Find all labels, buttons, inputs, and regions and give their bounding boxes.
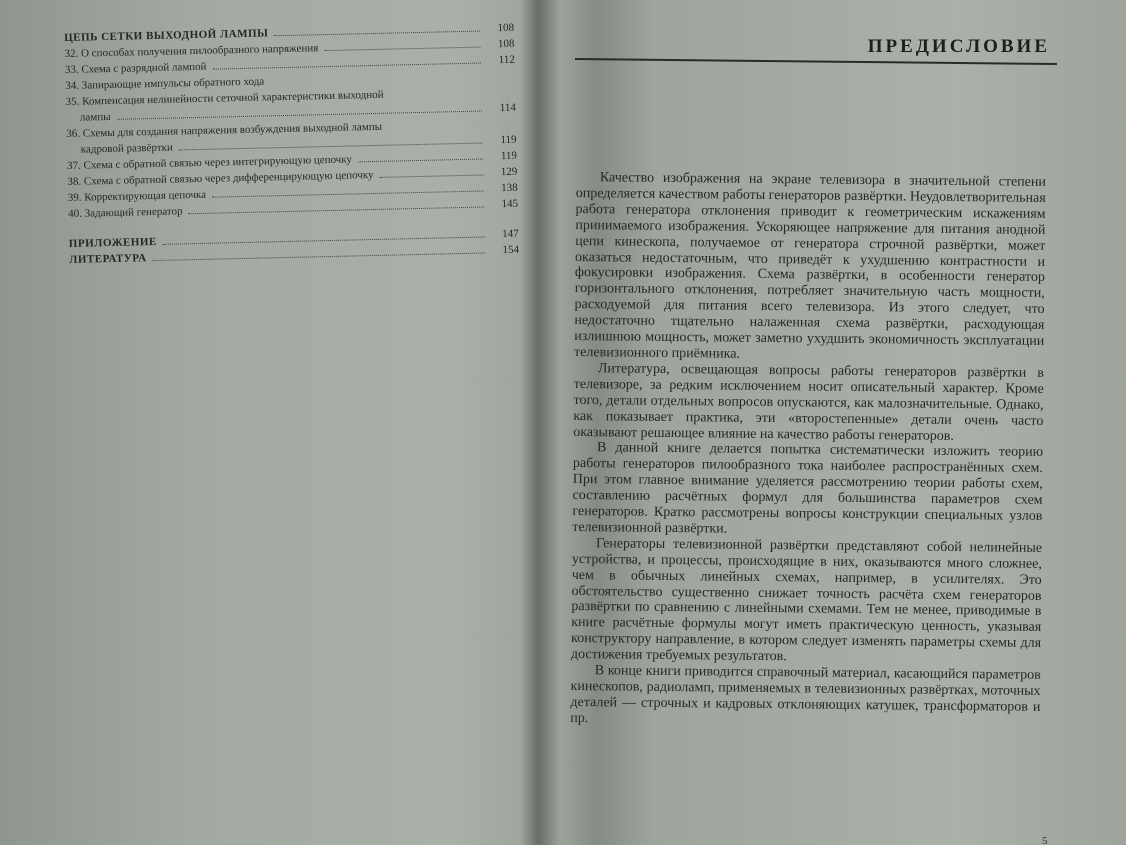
preface-paragraph: В конце книги приводится справочный материал, касающийся параметров кинескопов, радиоламп, применяемых в телевизионных развёртках, моточных деталей — строчных и кадровых отклоняющих катушек, трансформаторов и пр. <box>570 663 1041 726</box>
toc-entry-page <box>488 127 516 128</box>
toc-entry-title: 40. Задающий генератор <box>68 205 183 220</box>
preface-paragraph: В данной книге делается попытка систематически изложить теорию работы генераторов пилообразного тока наиболее распространённых схем. При этом главное внимание уделяется рассмотрению теории работы схем, составлению расчётных формул для большинства параметров схем генераторов. Кратко рассмотрены вопросы конструкции специальных узлов телевизионной развёртки. <box>572 440 1044 537</box>
preface-title: ПРЕДИСЛОВИЕ <box>867 36 1050 57</box>
toc-entry-title: 38. Схема с обратной связью через дифференцирующую цепочку <box>67 169 374 188</box>
toc-spacer <box>384 95 488 97</box>
toc-entry-title: ПРИЛОЖЕНИЕ <box>68 235 157 250</box>
preface-paragraph: Генераторы телевизионной развёртки представляют собой нелинейные устройства, и процессы, происходящие в них, оказываются много сложнее, чем в обычных линейных схемах, например, в усилителях. Это обстоятельство существенно снижает точность расчёта схем генераторов развёртки по сравнению с линейными схемами. Тем не менее, приводимые в книге расчётные формулы могут иметь практическую ценность, указывая конструктору направление, в котором следует изменять параметры схемы для достижения требуемых результатов. <box>570 536 1043 665</box>
toc-entry-page: 112 <box>498 53 515 67</box>
title-rule <box>575 58 1057 65</box>
toc-entry-title: ЛИТЕРАТУРА <box>69 252 147 266</box>
toc-entry-page: 108 <box>497 37 515 51</box>
toc-entry-page: 147 <box>502 227 519 241</box>
toc-entry-title: 35. Компенсация нелинейности сеточной характеристики выходной <box>65 88 384 108</box>
toc-entry-title: 33. Схема с разрядной лампой <box>64 60 207 76</box>
book-gutter <box>520 0 560 845</box>
toc-entry-page: 154 <box>502 243 520 257</box>
toc-leader-dots <box>274 30 480 37</box>
toc-spacer <box>264 79 487 84</box>
toc-entry-page: 108 <box>497 21 515 35</box>
toc-entry-title: 34. Запирающие импульсы обратного хода <box>65 75 265 92</box>
toc-entry-page: 138 <box>501 181 518 195</box>
table-of-contents <box>64 20 519 268</box>
toc-entry-page: 119 <box>500 149 518 163</box>
toc-entry-title: кадровой развёртки <box>80 141 173 156</box>
toc-entry-title: 37. Схема с обратной связью через интегрирующую цепочку <box>66 153 353 172</box>
preface-paragraph: Литература, освещающая вопросы работы генераторов развёртки в телевизоре, за редким исключением носит описательный характер. Кроме того, детали отдельных вопросов опускаются, как малозначительные. Однако, как показывает практика, эти «второстепенные» детали очень часто оказывают решающее влияние на качество работы генераторов. <box>573 361 1044 444</box>
preface-body <box>570 170 1046 732</box>
toc-entry-page <box>487 79 515 80</box>
toc-leader-dots <box>213 62 481 70</box>
toc-leader-dots <box>380 174 484 178</box>
toc-entry-title: 39. Корректирующая цепочка <box>67 188 207 204</box>
toc-entry-title: ЦЕПЬ СЕТКИ ВЫХОДНОЙ ЛАМПЫ <box>64 27 269 44</box>
toc-entries <box>64 20 518 222</box>
toc-entry-title: 32. О способах получения пилообразного напряжения <box>64 42 319 60</box>
preface-paragraph: Качество изображения на экране телевизора в значительной степени определяется качеством работы генераторов развёртки. Неудовлетворительная работа генератора отклонения приводит к геометрическим искажениям принимаемого изображения. Ускоряющее напряжение для питания анодной цепи кинескопа, получаемое от генератора строчной развёртки, может оказаться недостаточным, что приведёт к ухудшению контрастности и фокусировки изображения. Схема развёртки, в особенности генератор горизонтального отклонения, потребляет значительную часть мощности, расходуемой для питания всего телевизора. Из этого следует, что недостаточно тщательно налаженная схема развёртки, расходующая излишнюю мощность, может заметно ухудшить экономичность эксплуатации телевизионного приёмника. <box>574 170 1046 362</box>
right-page <box>560 0 1126 845</box>
toc-leader-dots <box>153 252 486 262</box>
toc-spacer <box>382 127 488 129</box>
toc-entry-page: 119 <box>500 133 517 147</box>
toc-entry-title: лампы <box>79 110 111 124</box>
toc-entry-page: 129 <box>500 165 518 179</box>
toc-entry-page: 114 <box>499 101 517 115</box>
toc-leader-dots <box>324 46 480 52</box>
toc-entry-page <box>488 95 516 96</box>
toc-entry-title: 36. Схемы для создания напряжения возбуждения выходной лампы <box>66 120 383 140</box>
toc-entry-page: 145 <box>501 197 519 211</box>
page-number: 5 <box>1042 835 1048 845</box>
toc-leader-dots <box>358 158 483 163</box>
left-page <box>0 0 525 845</box>
